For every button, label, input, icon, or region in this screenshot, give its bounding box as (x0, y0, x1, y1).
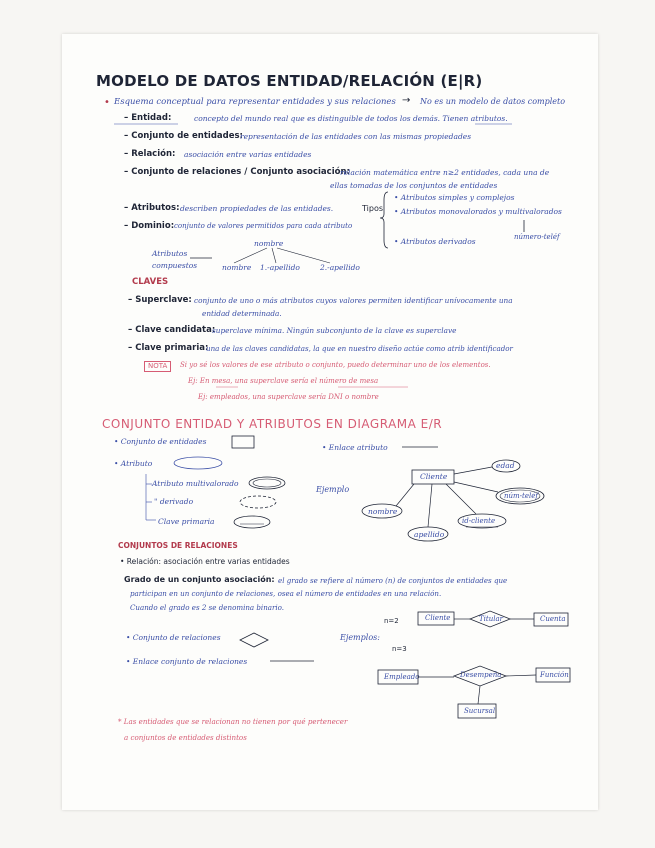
def-conjunto-entidades-term: – Conjunto de entidades: (124, 131, 243, 141)
ej1-cliente: Cliente (420, 472, 448, 481)
ej2-titular-diamond (470, 611, 510, 627)
grado-text3: Cuando el grado es 2 se denomina binario. (130, 603, 285, 612)
tree-line-3 (277, 248, 330, 263)
grado-term: Grado de un conjunto asociación: (124, 575, 275, 584)
def-relacion-term: – Relación: (124, 149, 176, 159)
grado-text: el grado se refiere al número (n) de conjuntos de entidades que (278, 576, 508, 585)
ej2-cliente: Cliente (425, 614, 451, 622)
ejemplo1-label: Ejemplo (316, 485, 350, 494)
ej2-titular: Titular (479, 615, 503, 623)
derived-ellipse-symbol (240, 496, 276, 508)
numero-telef-label: número-teléf (514, 233, 560, 241)
symbol-derivado: " derivado (154, 497, 194, 506)
symbol-clave-primaria: Clave primaria (158, 517, 215, 526)
symbol-enlace-conjunto: • Enlace conjunto de relaciones (126, 657, 248, 666)
intro-arrow: → (402, 95, 411, 106)
tree-line-1 (234, 248, 267, 263)
ej3-empleado: Empleado (384, 673, 420, 681)
ej1-nombre: nombre (368, 507, 398, 516)
ej3-link-3 (478, 686, 480, 704)
def-entidad-term: – Entidad: (124, 113, 172, 123)
symbol-enlace-atributo: • Enlace atributo (322, 443, 388, 452)
attribute-ellipse-symbol (174, 457, 222, 469)
symbol-conjunto-relaciones: • Conjunto de relaciones (126, 633, 221, 642)
ej1-apellido: apellido (414, 530, 445, 539)
def-entidad-text: concepto del mundo real que es distinguible de todos los demás. Tienen atributos. (194, 114, 508, 123)
ej1-link-id (446, 484, 476, 514)
tipo-derivados: • Atributos derivados (394, 237, 476, 246)
composite-child-nombre: nombre (222, 263, 252, 272)
ej3-sucursal: Sucursal (464, 707, 496, 715)
candidata-term: – Clave candidata: (128, 325, 216, 335)
ej3-link-2 (506, 675, 536, 676)
composite-child-apellido1: 1.-apellido (260, 263, 300, 272)
dominio-text: conjunto de valores permitidos para cada atributo (174, 222, 353, 230)
footnote-line2: a conjuntos de entidades distintos (124, 733, 247, 742)
intro-note: No es un modelo de datos completo (420, 97, 566, 106)
symbol-atributo: • Atributo (114, 459, 153, 468)
diagram-shapes (62, 34, 598, 810)
ej3-desempena: Desempeña (460, 671, 502, 679)
def-conjunto-relaciones-term: – Conjunto de relaciones / Conjunto asociación: (124, 167, 350, 177)
compuestos-label1: Atributos (152, 249, 188, 258)
ej1-link-edad (454, 467, 492, 474)
tipo-monovalorados: • Atributos monovalorados y multivalorados (394, 207, 562, 216)
n3-label: n=3 (392, 645, 407, 653)
n2-label: n=2 (384, 617, 399, 625)
def-conjunto-entidades-text: representación de las entidades con las mismas propiedades (240, 132, 472, 141)
claves-heading: CLAVES (132, 277, 169, 287)
ej3-funcion-rect (536, 668, 570, 682)
def-conjunto-relaciones-text: relación matemática entre n≥2 entidades, cada una de (340, 168, 550, 177)
ej3-sucursal-rect (458, 704, 496, 718)
composite-root: nombre (254, 239, 284, 248)
nota-ej2: Ej: empleados, una superclave sería DNI o nombre (198, 393, 379, 401)
dominio-term: – Dominio: (124, 221, 175, 231)
ej1-link-telef (454, 482, 498, 492)
ej1-link-nombre (396, 484, 414, 506)
multivalued-ellipse-inner (253, 479, 281, 487)
ej1-id-cliente-ellipse (458, 514, 506, 528)
atributos-term: – Atributos: (124, 203, 180, 213)
ej1-link-apellido (428, 484, 432, 527)
atributos-text: describen propiedades de las entidades. (180, 204, 334, 213)
symbol-conjunto-entidades: • Conjunto de entidades (114, 437, 207, 446)
superclave-text2: entidad determinada. (202, 309, 282, 318)
ej1-num-telef-outer (496, 488, 544, 504)
nota-ej1: Ej: En mesa, una superclave sería el número de mesa (188, 377, 379, 385)
def-relacion-text: asociación entre varias entidades (184, 150, 312, 159)
compuestos-label2: compuestos (152, 261, 198, 270)
entity-rect-symbol (232, 436, 254, 448)
ej2-cuenta-rect (534, 613, 568, 626)
ej1-apellido-ellipse (408, 527, 448, 541)
page-title: MODELO DE DATOS ENTIDAD/RELACIÓN (E|R) (96, 72, 483, 90)
relaciones-relacion: • Relación: asociación entre varias entidades (120, 557, 290, 566)
superclave-term: – Superclave: (128, 295, 192, 305)
relaciones-heading: CONJUNTOS DE RELACIONES (118, 541, 238, 550)
composite-child-apellido2: 2.-apellido (320, 263, 360, 272)
intro-bullet: • (104, 97, 110, 108)
tipos-brace (380, 192, 388, 248)
tipos-label: Tipos (362, 204, 384, 213)
ej2-cliente-rect (418, 612, 454, 625)
ej1-num-telef-inner (500, 490, 540, 502)
footnote-line1: * Las entidades que se relacionan no tienen por qué pertenecer (118, 717, 348, 726)
def-conjunto-relaciones-text2: ellas tomadas de los conjuntos de entidades (330, 181, 498, 190)
notebook-page (62, 34, 598, 810)
candidata-text: superclave mínima. Ningún subconjunto de la clave es superclave (212, 326, 457, 335)
nota-label: NOTA (144, 361, 171, 372)
tree-line-2 (272, 248, 276, 263)
ej1-edad-ellipse (492, 460, 520, 472)
ej1-id-cliente: id-cliente (462, 517, 496, 525)
ej3-desempena-diamond (454, 666, 506, 686)
intro-text: Esquema conceptual para representar entidades y sus relaciones (114, 97, 396, 107)
ej1-cliente-rect (412, 470, 454, 484)
nota-text: Si yo sé los valores de ese atributo o conjunto, puedo determinar uno de los elementos. (180, 361, 491, 369)
primaria-term: – Clave primaria: (128, 343, 209, 353)
superclave-text: conjunto de uno o más atributos cuyos valores permiten identificar unívocamente una (194, 296, 513, 305)
tipo-simples: • Atributos simples y complejos (394, 193, 515, 202)
ej1-edad: edad (496, 461, 515, 470)
ej2-cuenta: Cuenta (540, 615, 566, 623)
primary-key-ellipse-symbol (234, 516, 270, 528)
ej1-nombre-ellipse (362, 504, 402, 518)
ejemplos-label: Ejemplos: (340, 633, 380, 642)
section2-title: CONJUNTO ENTIDAD Y ATRIBUTOS EN DIAGRAMA E/R (102, 417, 443, 431)
primaria-text: una de las claves candidatas, la que en nuestro diseño actúe como atrib identificador (206, 344, 513, 353)
ej3-empleado-rect (378, 670, 418, 684)
grado-text2: participan en un conjunto de relaciones, osea el número de entidades en una relación. (130, 589, 442, 598)
relation-diamond-symbol (240, 633, 268, 647)
symbol-multivalorado: Atributo multivalorado (152, 479, 239, 488)
ej1-num-telef: núm-teléf (504, 492, 538, 500)
ej3-funcion: Función (540, 671, 569, 679)
